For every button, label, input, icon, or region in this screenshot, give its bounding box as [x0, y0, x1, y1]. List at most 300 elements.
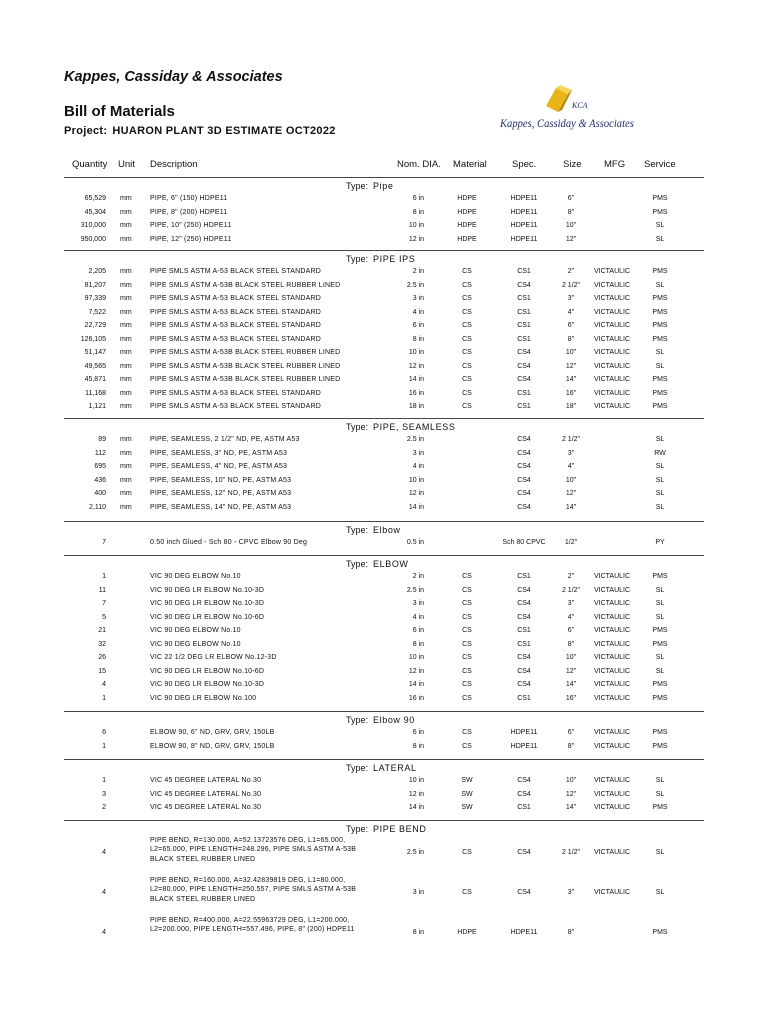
mfg-cell: VICTAULIC — [593, 849, 631, 856]
description-cell: PIPE, 10" (250) HDPE11 — [150, 222, 232, 229]
logo-initials: KCA — [572, 101, 588, 110]
service-cell: PMS — [652, 681, 668, 688]
mfg-cell: VICTAULIC — [593, 600, 631, 607]
mfg-cell: VICTAULIC — [593, 777, 631, 784]
spec-cell: CS4 — [517, 849, 531, 856]
nom-dia-cell: 2 in — [412, 573, 424, 580]
column-header-nom-dia: Nom. DIA. — [397, 159, 441, 170]
service-cell: PMS — [652, 742, 668, 750]
quantity-cell: 4 — [102, 929, 106, 936]
type-value: LATERAL — [373, 763, 417, 773]
spec-cell: CS1 — [517, 640, 531, 648]
nom-dia-cell: 6 in — [412, 627, 424, 634]
type-value: Elbow — [373, 525, 401, 535]
material-cell: CS — [462, 295, 472, 302]
quantity-cell: 32 — [98, 640, 106, 648]
bom-section — [64, 177, 704, 246]
table-row — [64, 319, 704, 333]
spec-cell: CS1 — [517, 308, 531, 316]
unit-cell: mm — [120, 389, 132, 397]
size-cell: 1/2" — [564, 539, 578, 546]
section-header — [64, 555, 704, 570]
spec-cell: CS1 — [517, 268, 531, 275]
spec-cell: CS4 — [517, 777, 531, 784]
size-cell: 10" — [565, 349, 577, 356]
column-header-mfg: MFG — [604, 159, 626, 170]
size-cell: 14" — [565, 503, 577, 511]
size-cell: 12" — [565, 235, 577, 243]
material-cell: CS — [462, 889, 472, 896]
section-header — [64, 418, 704, 433]
size-cell: 16" — [565, 694, 577, 702]
unit-cell: mm — [120, 295, 132, 302]
section-type-label — [346, 715, 415, 725]
service-cell: SL — [655, 667, 665, 675]
description-cell: VIC 45 DEGREE LATERAL No.30 — [150, 777, 262, 784]
service-cell: SL — [655, 490, 665, 497]
spec-cell: CS1 — [517, 694, 531, 702]
spec-cell: CS4 — [517, 376, 531, 383]
table-row — [64, 570, 704, 584]
table-row — [64, 306, 704, 320]
service-cell: SL — [655, 654, 665, 661]
service-cell: PMS — [652, 627, 668, 634]
size-cell: 8" — [567, 208, 575, 216]
description-cell: PIPE, SEAMLESS, 2 1/2" ND, PE, ASTM A53 — [150, 436, 300, 443]
nom-dia-cell: 3 in — [412, 600, 424, 607]
spec-cell: CS4 — [517, 889, 531, 896]
table-row — [64, 692, 704, 706]
description-cell: PIPE, 6" (150) HDPE11 — [150, 195, 228, 202]
service-cell: PMS — [652, 308, 668, 316]
quantity-cell: 950,000 — [80, 235, 106, 243]
service-cell: SL — [655, 222, 665, 229]
mfg-cell: VICTAULIC — [593, 681, 631, 688]
bom-section — [64, 820, 704, 955]
table-row — [64, 333, 704, 347]
service-cell: PY — [655, 539, 665, 546]
mfg-cell: VICTAULIC — [593, 335, 631, 343]
quantity-cell: 2 — [102, 804, 106, 811]
table-row — [64, 292, 704, 306]
bom-section — [64, 250, 704, 414]
table-row — [64, 638, 704, 652]
table-row — [64, 265, 704, 279]
mfg-cell: VICTAULIC — [593, 389, 631, 397]
column-header-quantity: Quantity — [72, 159, 108, 170]
spec-cell: CS4 — [517, 667, 531, 675]
nom-dia-cell: 16 in — [408, 694, 424, 702]
description-cell: PIPE SMLS ASTM A-53 BLACK STEEL STANDARD — [150, 295, 321, 302]
bom-section — [64, 555, 704, 705]
spec-cell: CS4 — [517, 681, 531, 688]
type-value: Elbow 90 — [373, 715, 415, 725]
quantity-cell: 51,147 — [84, 349, 106, 356]
size-cell: 4" — [567, 463, 575, 470]
service-cell: PMS — [652, 640, 668, 648]
quantity-cell: 45,871 — [84, 376, 106, 383]
spec-cell: HDPE11 — [510, 929, 538, 936]
quantity-cell: 11 — [98, 586, 106, 594]
service-cell: PMS — [652, 403, 668, 410]
quantity-cell: 4 — [102, 681, 106, 688]
nom-dia-cell: 6 in — [412, 322, 424, 329]
description-cell: VIC 90 DEG LR ELBOW No.10-3D — [150, 681, 265, 688]
spec-cell: CS4 — [517, 362, 531, 370]
description-cell: PIPE BEND, R=130.000, A=52.13723576 DEG, L1=65.000, L2=65.000, PIPE LENGTH=248.296, PIPE SMLS ASTM A-53B BLACK STEEL RUBBER LINED — [150, 837, 357, 863]
type-key: Type: — [346, 824, 369, 834]
nom-dia-cell: 6 in — [412, 195, 424, 202]
section-header — [64, 820, 704, 835]
service-cell: SL — [655, 849, 665, 856]
material-cell: CS — [462, 729, 472, 736]
mfg-cell: VICTAULIC — [593, 613, 631, 621]
material-cell: CS — [462, 322, 472, 329]
quantity-cell: 45,304 — [84, 208, 106, 216]
nom-dia-cell: 4 in — [412, 463, 424, 470]
nom-dia-cell: 10 in — [408, 654, 424, 661]
quantity-cell: 15 — [98, 667, 106, 675]
mfg-cell: VICTAULIC — [593, 362, 631, 370]
service-cell: PMS — [652, 322, 668, 329]
table-row — [64, 915, 704, 955]
table-row — [64, 474, 704, 488]
section-type-label — [346, 559, 409, 569]
size-cell: 2" — [567, 268, 575, 275]
size-cell: 2 1/2" — [561, 436, 581, 443]
table-row — [64, 835, 704, 875]
service-cell: PMS — [652, 268, 668, 275]
quantity-cell: 89 — [98, 436, 106, 443]
table-row — [64, 536, 704, 550]
table-row — [64, 460, 704, 474]
size-cell: 6" — [567, 195, 575, 202]
mfg-cell: VICTAULIC — [593, 667, 631, 675]
section-type-label — [346, 763, 417, 773]
description-cell: VIC 90 DEG LR ELBOW No.10-6D — [150, 667, 265, 675]
material-cell: HDPE — [457, 195, 477, 202]
spec-cell: HDPE11 — [510, 729, 538, 736]
nom-dia-cell: 8 in — [412, 742, 424, 750]
spec-cell: CS4 — [517, 463, 531, 470]
description-cell: PIPE SMLS ASTM A-53 BLACK STEEL STANDARD — [150, 322, 321, 329]
service-cell: PMS — [652, 335, 668, 343]
service-cell: SL — [655, 436, 665, 443]
spec-cell: HDPE11 — [510, 208, 538, 216]
description-cell: PIPE SMLS ASTM A-53 BLACK STEEL STANDARD — [150, 335, 321, 343]
mfg-cell: VICTAULIC — [593, 281, 631, 289]
material-cell: CS — [462, 268, 472, 275]
material-cell: CS — [462, 362, 472, 370]
nom-dia-cell: 2.5 in — [406, 586, 424, 594]
nom-dia-cell: 12 in — [408, 235, 424, 243]
table-row — [64, 788, 704, 802]
unit-cell: mm — [120, 403, 132, 410]
spec-cell: CS1 — [517, 403, 531, 410]
description-cell: PIPE SMLS ASTM A-53 BLACK STEEL STANDARD — [150, 308, 321, 316]
description-cell: PIPE SMLS ASTM A-53 BLACK STEEL STANDARD — [150, 403, 321, 410]
size-cell: 12" — [565, 490, 577, 497]
nom-dia-cell: 8 in — [412, 929, 424, 936]
table-row — [64, 233, 704, 247]
size-cell: 8" — [567, 640, 575, 648]
section-header — [64, 759, 704, 774]
mfg-cell: VICTAULIC — [593, 627, 631, 634]
quantity-cell: 400 — [94, 490, 106, 497]
unit-cell: mm — [120, 362, 132, 370]
service-cell: SL — [655, 586, 665, 594]
spec-cell: HDPE11 — [510, 222, 538, 229]
type-value: ELBOW — [373, 559, 409, 569]
description-cell: VIC 90 DEG LR ELBOW No.100 — [150, 694, 257, 702]
mfg-cell: VICTAULIC — [593, 729, 631, 736]
description-cell: PIPE BEND, R=160.000, A=32.42839819 DEG, L1=80.000, L2=80.000, PIPE LENGTH=250.557, PIPE SMLS ASTM A-53B BLACK STEEL RUBBER LINED — [150, 877, 357, 903]
size-cell: 14" — [565, 376, 577, 383]
service-cell: PMS — [652, 376, 668, 383]
unit-cell: mm — [120, 449, 132, 457]
unit-cell: mm — [120, 463, 132, 470]
logo-text: Kappes, Cassiday & Associates — [500, 118, 634, 130]
nom-dia-cell: 14 in — [408, 681, 424, 688]
size-cell: 3" — [567, 295, 575, 302]
description-cell: PIPE, SEAMLESS, 14" ND, PE, ASTM A53 — [150, 503, 292, 511]
spec-cell: CS4 — [517, 586, 531, 594]
material-cell: HDPE — [457, 222, 477, 229]
spec-cell: CS4 — [517, 613, 531, 621]
table-row — [64, 219, 704, 233]
table-row — [64, 487, 704, 501]
material-cell: CS — [462, 376, 472, 383]
nom-dia-cell: 10 in — [408, 777, 424, 784]
unit-cell: mm — [120, 235, 132, 243]
size-cell: 6" — [567, 729, 575, 736]
mfg-cell: VICTAULIC — [593, 349, 631, 356]
size-cell: 16" — [565, 389, 577, 397]
quantity-cell: 310,000 — [80, 222, 106, 229]
unit-cell: mm — [120, 349, 132, 356]
quantity-cell: 7,522 — [88, 308, 106, 316]
nom-dia-cell: 10 in — [408, 476, 424, 484]
unit-cell: mm — [120, 222, 132, 229]
nom-dia-cell: 8 in — [412, 335, 424, 343]
section-header — [64, 711, 704, 726]
quantity-cell: 6 — [102, 729, 106, 736]
section-type-label — [346, 525, 401, 535]
size-cell: 12" — [565, 362, 577, 370]
spec-cell: CS1 — [517, 804, 531, 811]
quantity-cell: 26 — [98, 654, 106, 661]
service-cell: PMS — [652, 694, 668, 702]
size-cell: 6" — [567, 627, 575, 634]
spec-cell: CS4 — [517, 790, 531, 798]
spec-cell: CS4 — [517, 600, 531, 607]
nom-dia-cell: 0.5 in — [406, 539, 424, 546]
size-cell: 2" — [567, 573, 575, 580]
service-cell: SL — [655, 281, 665, 289]
material-cell: SW — [461, 804, 473, 811]
nom-dia-cell: 12 in — [408, 667, 424, 675]
service-cell: PMS — [652, 729, 668, 736]
spec-cell: CS1 — [517, 573, 531, 580]
spec-cell: HDPE11 — [510, 742, 538, 750]
service-cell: PMS — [652, 804, 668, 811]
company-name: Kappes, Cassiday & Associates — [64, 69, 283, 85]
section-type-label — [346, 422, 455, 432]
table-row — [64, 584, 704, 598]
unit-cell: mm — [120, 376, 132, 383]
type-value: PIPE IPS — [373, 254, 416, 264]
quantity-cell: 65,529 — [84, 195, 106, 202]
quantity-cell: 97,339 — [84, 295, 106, 302]
quantity-cell: 81,207 — [84, 281, 106, 289]
quantity-cell: 22,729 — [84, 322, 106, 329]
nom-dia-cell: 10 in — [408, 222, 424, 229]
material-cell: CS — [462, 849, 472, 856]
quantity-cell: 21 — [98, 627, 106, 634]
company-logo — [496, 84, 646, 136]
material-cell: HDPE — [457, 208, 477, 216]
type-key: Type: — [346, 763, 369, 773]
mfg-cell: VICTAULIC — [593, 654, 631, 661]
spec-cell: CS4 — [517, 503, 531, 511]
description-cell: VIC 90 DEG LR ELBOW No.10-6D — [150, 613, 265, 621]
column-header-spec: Spec. — [512, 159, 537, 170]
size-cell: 2 1/2" — [561, 586, 581, 594]
service-cell: SL — [655, 476, 665, 484]
service-cell: SL — [655, 790, 665, 798]
nom-dia-cell: 3 in — [412, 889, 424, 896]
material-cell: CS — [462, 600, 472, 607]
nom-dia-cell: 2.5 in — [406, 436, 424, 443]
size-cell: 10" — [565, 476, 577, 484]
nom-dia-cell: 3 in — [412, 449, 424, 457]
description-cell: VIC 90 DEG ELBOW No.10 — [150, 640, 241, 648]
material-cell: CS — [462, 640, 472, 648]
material-cell: CS — [462, 667, 472, 675]
table-row — [64, 678, 704, 692]
description-cell: ELBOW 90, 6" ND, GRV, GRV, 150LB — [150, 729, 275, 736]
table-row — [64, 447, 704, 461]
nom-dia-cell: 12 in — [408, 362, 424, 370]
quantity-cell: 1,121 — [88, 403, 106, 410]
column-header-unit: Unit — [118, 159, 135, 170]
description-cell: ELBOW 90, 8" ND, GRV, GRV, 150LB — [150, 742, 275, 750]
table-row — [64, 740, 704, 754]
mfg-cell: VICTAULIC — [593, 640, 631, 648]
material-cell: SW — [461, 790, 473, 798]
material-cell: CS — [462, 573, 472, 580]
description-cell: VIC 90 DEG ELBOW No.10 — [150, 573, 241, 580]
bom-section — [64, 521, 704, 550]
table-row — [64, 665, 704, 679]
spec-cell: CS1 — [517, 335, 531, 343]
quantity-cell: 2,110 — [89, 503, 106, 511]
description-cell: PIPE, 8" (200) HDPE11 — [150, 208, 228, 216]
size-cell: 12" — [565, 667, 577, 675]
section-type-label — [346, 824, 426, 834]
spec-cell: CS4 — [517, 436, 531, 443]
mfg-cell: VICTAULIC — [593, 573, 631, 580]
service-cell: SL — [655, 362, 665, 370]
spec-cell: HDPE11 — [510, 235, 538, 243]
type-key: Type: — [346, 181, 369, 191]
type-key: Type: — [346, 254, 369, 264]
unit-cell: mm — [120, 281, 132, 289]
mfg-cell: VICTAULIC — [593, 889, 631, 896]
description-cell: VIC 22 1/2 DEG LR ELBOW No.12-3D — [150, 654, 277, 661]
spec-cell: CS4 — [517, 490, 531, 497]
spec-cell: CS1 — [517, 389, 531, 397]
page-title: Bill of Materials — [64, 103, 175, 120]
description-cell: PIPE SMLS ASTM A-53B BLACK STEEL RUBBER LINED — [150, 281, 341, 289]
description-cell: PIPE SMLS ASTM A-53B BLACK STEEL RUBBER LINED — [150, 362, 341, 370]
service-cell: SL — [655, 777, 665, 784]
spec-cell: CS1 — [517, 627, 531, 634]
mfg-cell: VICTAULIC — [593, 322, 631, 329]
mfg-cell: VICTAULIC — [593, 804, 631, 811]
spec-cell: HDPE11 — [510, 195, 538, 202]
spec-cell: CS4 — [517, 281, 531, 289]
size-cell: 3" — [567, 600, 575, 607]
type-key: Type: — [346, 525, 369, 535]
description-cell: VIC 90 DEG LR ELBOW No.10-3D — [150, 586, 265, 594]
description-cell: PIPE BEND, R=400.000, A=22.55963729 DEG, L1=200.000, L2=200.000, PIPE LENGTH=557.496, PIPE, 8" (200) HDPE11 — [150, 917, 355, 934]
material-cell: HDPE — [457, 929, 477, 936]
size-cell: 6" — [567, 322, 575, 329]
quantity-cell: 1 — [102, 742, 106, 750]
unit-cell: mm — [120, 308, 132, 316]
size-cell: 10" — [565, 777, 577, 784]
section-header — [64, 177, 704, 192]
quantity-cell: 2,205 — [88, 268, 106, 275]
description-cell: PIPE SMLS ASTM A-53 BLACK STEEL STANDARD — [150, 389, 321, 397]
nom-dia-cell: 14 in — [408, 376, 424, 383]
logo-mark-icon — [542, 84, 578, 116]
nom-dia-cell: 16 in — [408, 389, 424, 397]
service-cell: SL — [655, 235, 665, 243]
quantity-cell: 7 — [102, 539, 106, 546]
nom-dia-cell: 2.5 in — [406, 281, 424, 289]
mfg-cell: VICTAULIC — [593, 295, 631, 302]
column-header-material: Material — [453, 159, 487, 170]
unit-cell: mm — [120, 322, 132, 329]
table-row — [64, 597, 704, 611]
quantity-cell: 126,105 — [80, 335, 106, 343]
nom-dia-cell: 3 in — [412, 295, 424, 302]
quantity-cell: 49,565 — [84, 362, 106, 370]
bom-section — [64, 759, 704, 815]
service-cell: PMS — [652, 195, 668, 202]
section-type-label — [346, 254, 415, 264]
unit-cell: mm — [120, 476, 132, 484]
description-cell: PIPE, SEAMLESS, 12" ND, PE, ASTM A53 — [150, 490, 292, 497]
quantity-cell: 1 — [102, 694, 106, 702]
material-cell: HDPE — [457, 235, 477, 243]
table-row — [64, 387, 704, 401]
nom-dia-cell: 8 in — [412, 208, 424, 216]
quantity-cell: 1 — [102, 777, 106, 784]
table-row — [64, 801, 704, 815]
spec-cell: CS4 — [517, 654, 531, 661]
quantity-cell: 3 — [102, 790, 106, 798]
size-cell: 14" — [565, 681, 577, 688]
size-cell: 10" — [565, 222, 577, 229]
type-key: Type: — [346, 559, 369, 569]
service-cell: SL — [655, 503, 665, 511]
table-row — [64, 400, 704, 414]
material-cell: CS — [462, 335, 472, 343]
column-header-description: Description — [150, 159, 198, 170]
